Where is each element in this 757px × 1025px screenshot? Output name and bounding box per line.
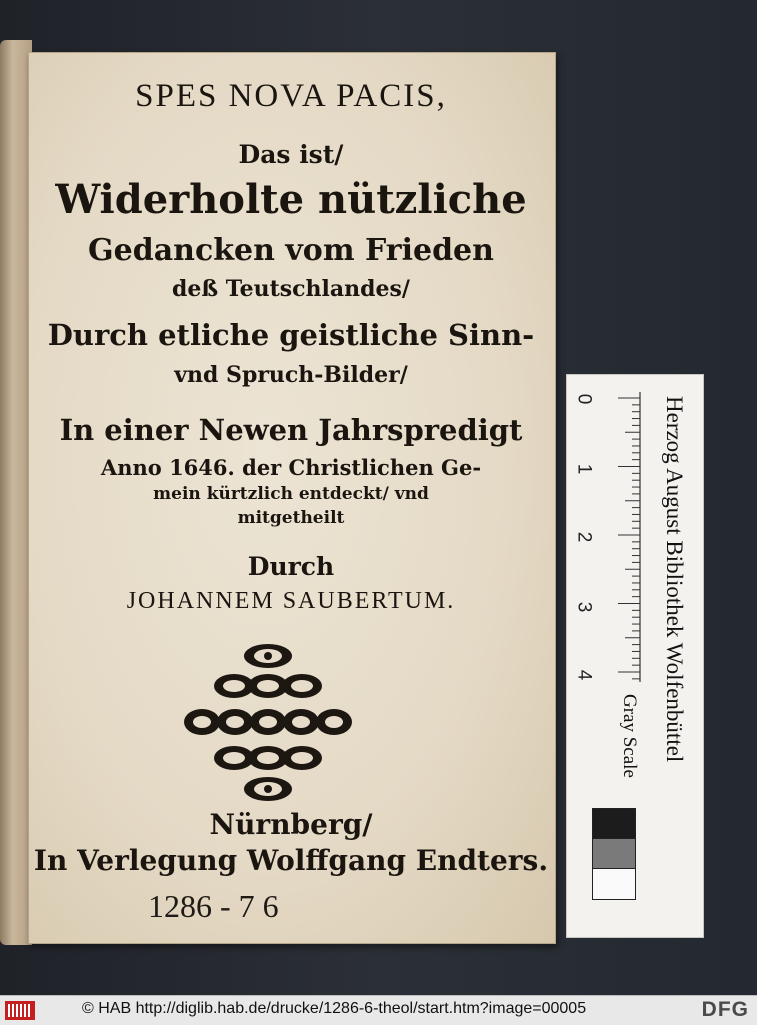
footer-bar: [0, 995, 757, 1025]
institution-label: Herzog August Bibliothek Wolfenbüttel: [662, 396, 687, 763]
hab-logo-icon: [5, 1001, 35, 1020]
dfg-logo: DFG: [701, 998, 749, 1021]
ruler-number-1: 1: [573, 463, 595, 475]
swatch-white: [592, 868, 636, 900]
ruler-number-4: 4: [573, 669, 595, 681]
title-subtitle-2: deß Teutschlandes/: [172, 276, 410, 302]
swatch-gray: [592, 838, 636, 870]
ruler-number-3: 3: [573, 601, 595, 613]
title-latin: SPES NOVA PACIS,: [135, 78, 447, 114]
ruler-ticks: [600, 392, 646, 692]
swatch-black: [592, 808, 636, 840]
title-subtitle: Gedancken vom Frieden: [88, 233, 494, 268]
title-das-ist: Das ist/: [238, 140, 344, 169]
title-jahrspredigt: In einer Newen Jahrspredigt: [59, 413, 523, 447]
title-durch: Durch: [247, 552, 335, 581]
author-name: JOHANNEM SAUBERTUM.: [126, 588, 456, 614]
title-spruch-bilder: vnd Spruch-Bilder/: [174, 362, 408, 388]
title-durch-etliche: Durch etliche geistliche Sinn-: [47, 318, 535, 352]
imprint-publisher: In Verlegung Wolffgang Endters.: [33, 844, 549, 877]
title-kuertzlich: mein kürtzlich entdeckt/ vnd: [153, 484, 429, 504]
imprint-place: Nürnberg/: [209, 808, 373, 841]
source-link[interactable]: © HAB http://diglib.hab.de/drucke/1286-6-theol/start.htm?image=00005: [82, 1000, 587, 1017]
gray-scale-label: Gray Scale: [619, 694, 640, 778]
printers-ornament: [183, 642, 353, 804]
title-anno: Anno 1646. der Christlichen Ge-: [100, 455, 482, 480]
title-main: Widerholte nützliche: [55, 176, 527, 223]
ruler-number-0: 0: [573, 393, 595, 405]
title-mitgetheilt: mitgetheilt: [237, 508, 345, 528]
ruler-number-2: 2: [573, 531, 595, 543]
handwritten-shelfmark: 1286 - 7 6: [148, 888, 279, 924]
